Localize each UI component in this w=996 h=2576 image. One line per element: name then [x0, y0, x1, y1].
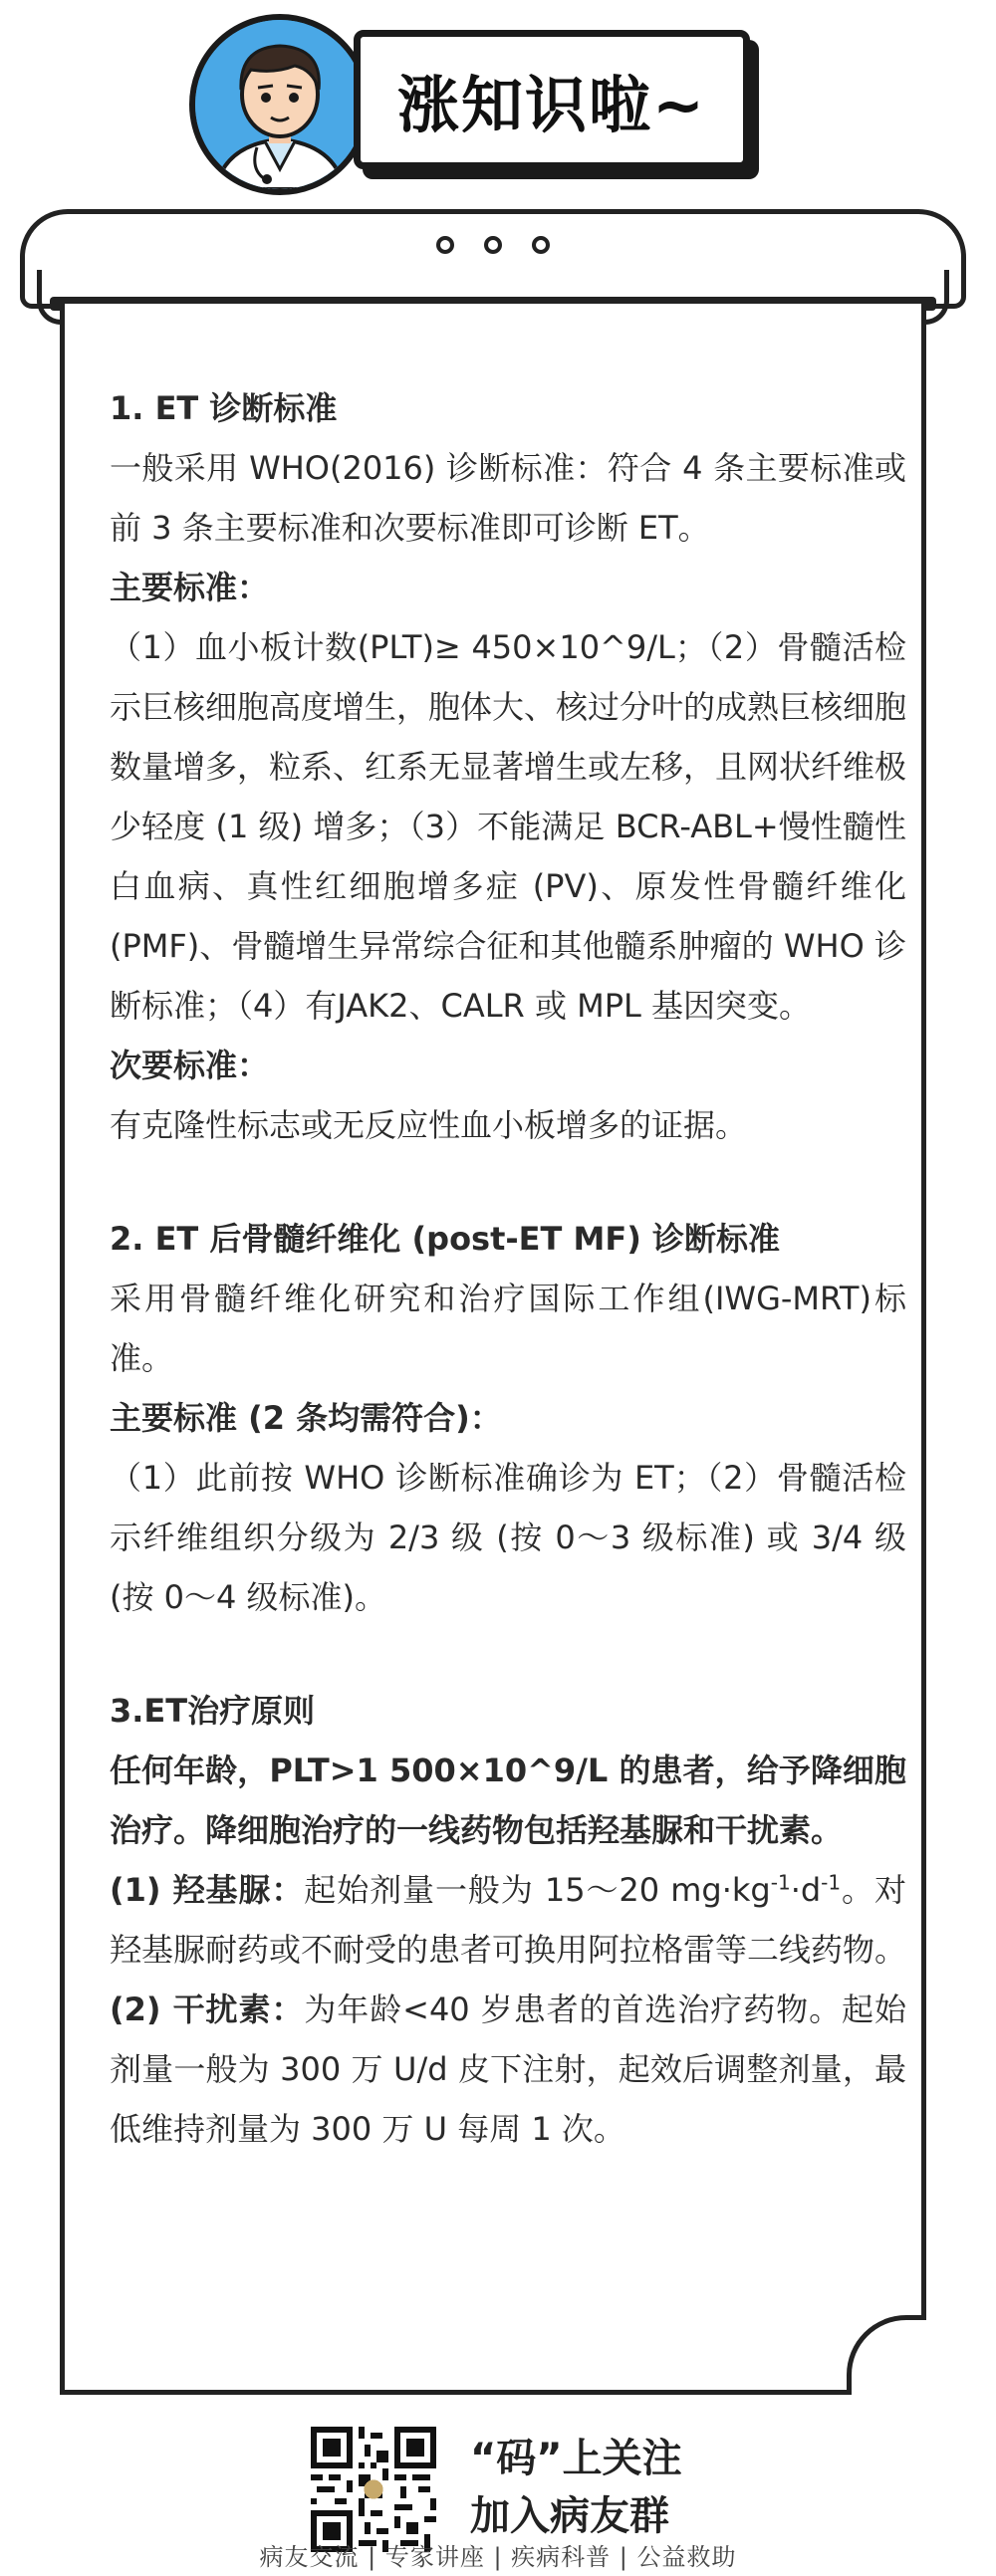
section-1-minor-text: 有克隆性标志或无反应性血小板增多的证据。 [110, 1106, 748, 1144]
scroll-dots [25, 236, 961, 254]
follow-call-to-action [470, 2430, 682, 2545]
scroll-header [20, 209, 966, 309]
follow-line-1: “码”上关注 [470, 2436, 682, 2481]
section-2-major-label: 主要标准 (2 条均需符合)： [110, 1399, 502, 1437]
item-2-label: (2) 干扰素： [110, 1991, 305, 2028]
doctor-avatar-icon [189, 14, 371, 195]
page-title: 涨知识啦~ [397, 68, 706, 141]
item-1-sup-2: -1 [821, 1870, 842, 1895]
item-2-text: 为年龄<40 岁患者的首选治疗药物。起始剂量一般为 300 万 U/d 皮下注射，起效后调整剂量，最低维持剂量为 300 万 U 每周 1 次。 [110, 1991, 906, 2148]
section-1-intro: 一般采用 WHO(2016) 诊断标准：符合 4 条主要标准或前 3 条主要标准和次要标准即可诊断 ET。 [110, 449, 906, 547]
section-3-title: 3.ET治疗原则 [110, 1692, 316, 1730]
follow-line-2: 加入病友群 [470, 2493, 669, 2539]
dot-icon [532, 236, 550, 254]
section-3-bold-text: 任何年龄，PLT>1 500×10^9/L 的患者，给予降细胞治疗。降细胞治疗的一线药物包括羟基脲和干扰素。 [110, 1752, 906, 1849]
item-1-sup-1: -1 [770, 1870, 791, 1895]
footer-tags: 病友交流 | 专家讲座 | 疾病科普 | 公益救助 [259, 2543, 737, 2571]
section-1-major-label: 主要标准： [110, 569, 270, 606]
section-3-item-2 [110, 1980, 906, 2159]
section-3-item-1 [110, 1860, 906, 1980]
page-curl [847, 2315, 926, 2395]
item-1-text-a: 起始剂量一般为 15～20 mg·kg [304, 1871, 771, 1909]
qr-code-icon[interactable] [311, 2427, 436, 2552]
section-2-intro: 采用骨髓纤维化研究和治疗国际工作组(IWG-MRT)标准。 [110, 1280, 906, 1377]
section-1-major-text: （1）血小板计数(PLT)≥ 450×10^9/L；（2）骨髓活检示巨核细胞高度增生，胞体大、核过分叶的成熟巨核细胞数量增多，粒系、红系无显著增生或左移，且网状纤维极少轻度 (1 级) 增多；（3）不能满足 BCR-ABL+慢性髓性白血病、真性红细胞增多症 (PV)、原发性骨髓纤维化 (PMF)、骨髓增生异常综合征和其他髓系肿瘤的 WHO 诊断标准；（4）有JAK2、CALR 或 MPL 基因突变。 [110, 628, 907, 1025]
dot-icon [436, 236, 454, 254]
title-banner [354, 30, 750, 169]
section-2-title: 2. ET 后骨髓纤维化 (post-ET MF) 诊断标准 [110, 1220, 780, 1258]
item-1-mid: ·d [790, 1871, 822, 1909]
dot-icon [484, 236, 502, 254]
article-body [110, 378, 906, 2159]
item-1-text-b: 。对羟基脲耐药或不耐受的患者可换用阿拉格雷等二线药物。 [110, 1871, 907, 1969]
section-1-title: 1. ET 诊断标准 [110, 389, 338, 427]
item-1-label: (1) 羟基脲： [110, 1871, 305, 1909]
section-2-major-text: （1）此前按 WHO 诊断标准确诊为 ET；（2）骨髓活检示纤维组织分级为 2/3 级 (按 0～3 级标准) 或 3/4 级 (按 0～4 级标准)。 [110, 1459, 906, 1616]
section-1-minor-label: 次要标准： [110, 1047, 270, 1084]
